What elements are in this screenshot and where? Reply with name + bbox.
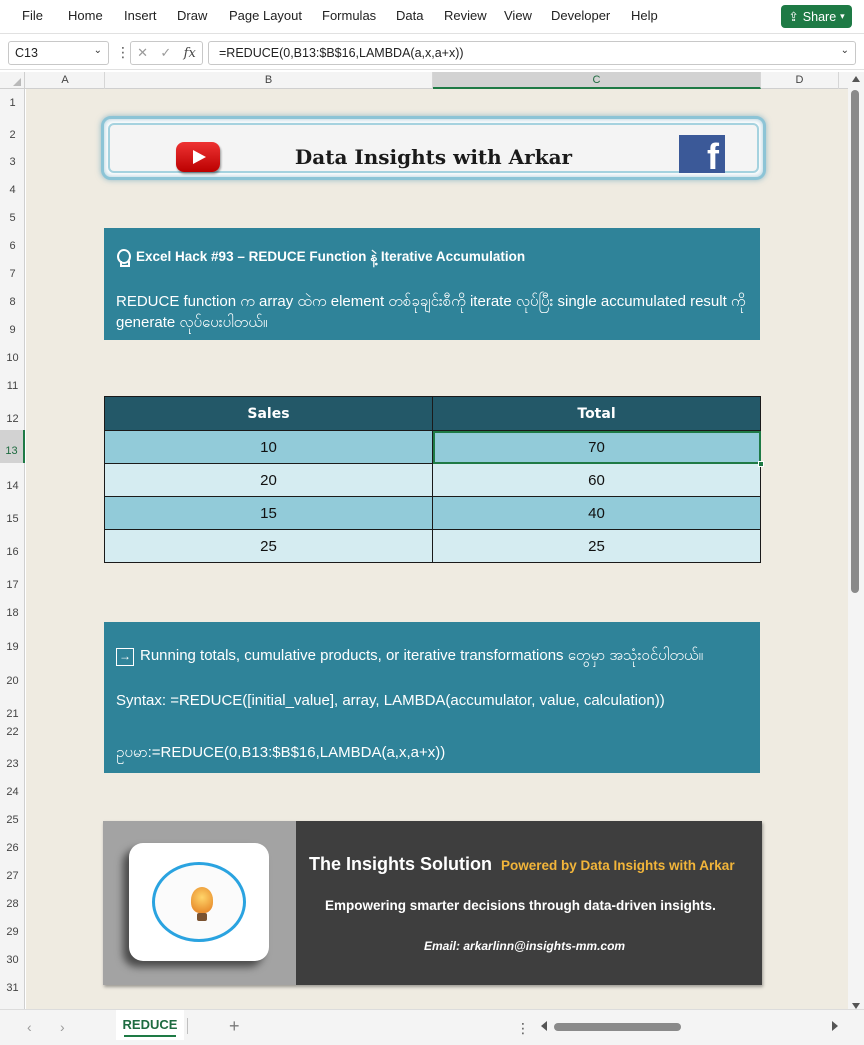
row-header[interactable]: 29 [6, 926, 19, 938]
row-header[interactable]: 22 [6, 726, 19, 738]
scroll-left-icon[interactable] [541, 1021, 547, 1031]
cell-sales[interactable]: 20 [105, 464, 433, 497]
chevron-down-icon[interactable]: ⌄ [93, 45, 102, 56]
row-header[interactable]: 12 [6, 413, 19, 425]
logo-tile [129, 843, 269, 961]
table-row [105, 530, 761, 563]
cell-sales[interactable]: 25 [105, 530, 433, 563]
share-button[interactable] [781, 5, 852, 28]
menu-draw[interactable]: Draw [177, 8, 208, 23]
formula-bar [0, 34, 864, 70]
lightbulb-logo-icon [191, 887, 213, 913]
cell-total-value: 70 [588, 438, 605, 456]
row-header[interactable]: 17 [6, 579, 19, 591]
hack-title: Excel Hack #93 – REDUCE Function နဲ့ Iterative Accumulation [136, 249, 526, 264]
scroll-up-icon[interactable] [852, 76, 860, 82]
formula-actions [130, 41, 203, 65]
row-header[interactable]: 28 [6, 898, 19, 910]
menu-view[interactable]: View [504, 8, 532, 23]
info-uses-text: Running totals, cumulative products, or iterative transformations တွေမှာ အသုံးဝင်ပါတယ်။ [140, 647, 704, 664]
menu-page-layout[interactable]: Page Layout [229, 8, 303, 23]
row-header[interactable]: 23 [6, 758, 19, 770]
vertical-scroll-thumb[interactable] [851, 90, 859, 593]
footer-powered-by: Powered by Data Insights with Arkar [501, 858, 735, 873]
cancel-icon[interactable]: ✕ [137, 45, 149, 60]
column-header-d[interactable]: D [761, 72, 839, 89]
footer-card [103, 821, 762, 985]
row-header[interactable]: 25 [6, 814, 19, 826]
column-headers [0, 72, 848, 89]
row-header[interactable]: 2 [9, 129, 16, 141]
row-header[interactable]: 15 [6, 513, 19, 525]
banner-title: Data Insights with Arkar [294, 145, 573, 169]
select-all-corner[interactable] [0, 72, 25, 89]
menu-insert[interactable]: Insert [124, 8, 157, 23]
menu-data[interactable]: Data [396, 8, 424, 23]
column-header-c[interactable]: C [433, 72, 761, 89]
add-sheet-icon[interactable]: + [229, 1016, 240, 1036]
header-banner [101, 116, 766, 180]
row-header[interactable]: 16 [6, 546, 19, 558]
row-header[interactable]: 11 [6, 380, 19, 392]
hack-box [104, 228, 760, 340]
row-header[interactable]: 1 [9, 97, 16, 109]
row-header[interactable]: 6 [9, 240, 16, 252]
table-row [105, 431, 761, 464]
lightbulb-icon [116, 249, 130, 267]
row-header[interactable]: 7 [9, 268, 16, 280]
facebook-icon: f [679, 135, 725, 173]
share-label: Share [802, 9, 837, 24]
hack-title-row [116, 248, 525, 268]
row-header-selected[interactable]: 13 [0, 430, 25, 463]
name-box-value: C13 [15, 46, 38, 60]
menu-developer[interactable]: Developer [551, 8, 611, 23]
formula-input[interactable] [208, 41, 856, 65]
row-header[interactable]: 27 [6, 870, 19, 882]
check-icon[interactable]: ✓ [160, 45, 172, 60]
cell-total[interactable]: 25 [433, 530, 761, 563]
prev-sheet-icon[interactable]: ‹ [27, 1019, 32, 1035]
row-header[interactable]: 4 [9, 184, 16, 196]
worksheet-grid[interactable] [26, 89, 848, 1009]
menu-help[interactable]: Help [631, 8, 658, 23]
name-box[interactable] [8, 41, 109, 65]
column-header-a[interactable]: A [26, 72, 105, 89]
footer-email: Email: arkarlinn@insights-mm.com [424, 939, 626, 953]
row-headers [0, 89, 25, 1009]
sheet-tab-reduce[interactable]: REDUCE [116, 1010, 184, 1040]
horizontal-scroll-thumb[interactable] [554, 1023, 681, 1031]
expand-formula-icon[interactable]: ⌄ [840, 45, 849, 56]
footer-logo-panel [103, 821, 296, 985]
cell-sales[interactable]: 15 [105, 497, 433, 530]
sheet-tab-bar [0, 1009, 864, 1045]
ribbon-menu [0, 0, 864, 34]
row-header[interactable]: 9 [9, 324, 16, 336]
menu-review[interactable]: Review [444, 8, 487, 23]
header-total[interactable]: Total [433, 397, 761, 431]
more-options-icon[interactable]: ⋮ [516, 1020, 530, 1036]
fill-handle[interactable] [758, 461, 764, 467]
share-icon: ⇪ [788, 10, 799, 24]
cell-total[interactable]: 40 [433, 497, 761, 530]
arrow-box-icon: → [116, 648, 134, 666]
row-header[interactable]: 8 [9, 296, 16, 308]
cell-sales[interactable]: 10 [105, 431, 433, 464]
insert-function-icon[interactable]: fx [183, 45, 196, 61]
menu-home[interactable]: Home [68, 8, 103, 23]
row-header[interactable]: 24 [6, 786, 19, 798]
logo-ring [152, 862, 246, 942]
row-header[interactable]: 26 [6, 842, 19, 854]
reduce-table [104, 396, 761, 563]
footer-tagline: Empowering smarter decisions through data-driven insights. [325, 898, 716, 913]
row-header[interactable]: 21 [6, 708, 19, 720]
info-box [104, 622, 760, 773]
table-row [105, 464, 761, 497]
hack-description: REDUCE function က array ထဲက element တစ်ခုချင်းစီကို iterate လုပ်ပြီး single accumulated result ကို generate လုပ်ပေးပါတယ်။ [116, 293, 746, 331]
info-line-uses [116, 646, 703, 668]
row-header[interactable]: 18 [6, 607, 19, 619]
footer-brand: The Insights Solution [309, 854, 492, 874]
row-header[interactable]: 5 [9, 212, 16, 224]
footer-title [309, 854, 735, 875]
menu-file[interactable]: File [22, 8, 43, 23]
row-header[interactable]: 10 [6, 352, 19, 364]
row-header[interactable]: 30 [6, 954, 19, 966]
formula-text: =REDUCE(0,B13:$B$16,LAMBDA(a,x,a+x)) [219, 46, 464, 60]
row-header[interactable]: 20 [6, 675, 19, 687]
row-header[interactable]: 14 [6, 480, 19, 492]
tab-divider [187, 1018, 188, 1034]
chevron-down-icon: ▾ [840, 11, 845, 21]
info-syntax: Syntax: =REDUCE([initial_value], array, LAMBDA(accumulator, value, calculation)) [116, 692, 665, 709]
row-header[interactable]: 19 [6, 641, 19, 653]
column-header-b[interactable]: B [105, 72, 433, 89]
more-options-icon[interactable]: ⋮ [116, 44, 130, 60]
table-row [105, 497, 761, 530]
row-header[interactable]: 3 [9, 156, 16, 168]
vertical-scrollbar[interactable] [848, 72, 864, 1013]
banner-panel [108, 123, 759, 173]
cell-total-active[interactable] [433, 431, 761, 464]
header-sales[interactable]: Sales [105, 397, 433, 431]
scroll-right-icon[interactable] [832, 1021, 838, 1031]
info-example: ဥပမာ:=REDUCE(0,B13:$B$16,LAMBDA(a,x,a+x)) [116, 744, 446, 761]
next-sheet-icon[interactable]: › [60, 1019, 65, 1035]
row-header[interactable]: 31 [6, 982, 19, 994]
menu-formulas[interactable]: Formulas [322, 8, 377, 23]
table-header-row [105, 397, 761, 431]
cell-total[interactable]: 60 [433, 464, 761, 497]
